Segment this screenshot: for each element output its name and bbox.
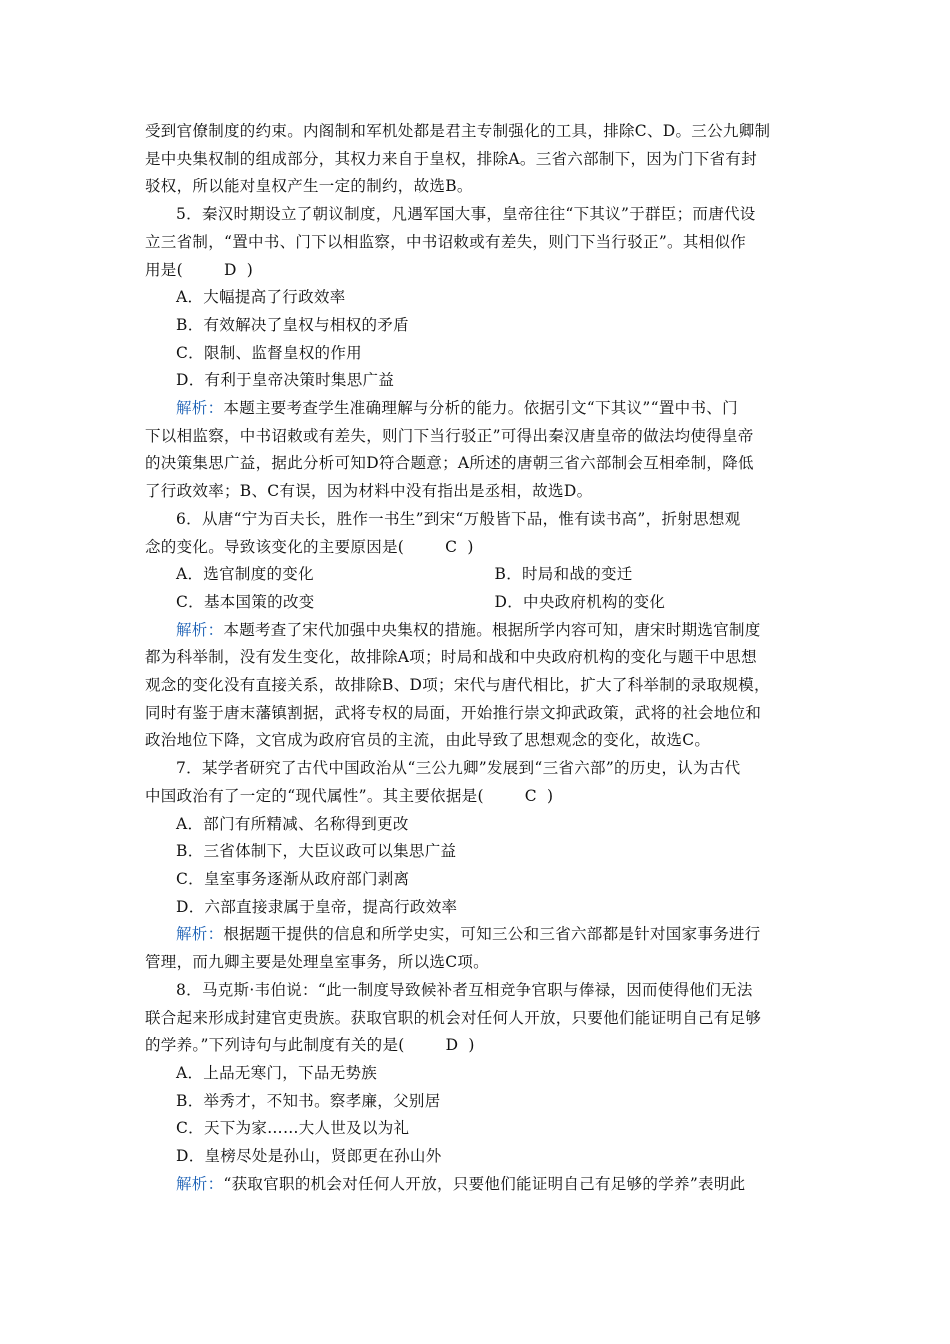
text-line: 立三省制，“置中书、门下以相监察，中书诏敕或有差失，则门下当行驳正”。其相似作: [145, 232, 747, 251]
stem-prefix: 中国政治有了一定的“现代属性”。其主要依据是(: [145, 786, 484, 805]
answer-letter: D: [223, 260, 237, 279]
option-row: [145, 589, 813, 617]
text-line: 的决策集思广益，据此分析可知D符合题意；A所述的唐朝三省六部制会互相牵制，降低: [145, 454, 754, 473]
option-b: B．三省体制下，大臣议政可以集思广益: [176, 842, 457, 861]
analysis-label: 解析：: [176, 620, 224, 639]
analysis-label: 解析：: [176, 925, 224, 944]
text-line: 管理，而九卿主要是处理皇室事务，所以选C项。: [145, 953, 489, 972]
prev-analysis-continuation: [145, 118, 813, 201]
text-line: 联合起来形成封建官吏贵族。获取官职的机会对任何人开放，只要他们能证明自己有足够: [145, 1008, 762, 1027]
option-b: B．有效解决了皇权与相权的矛盾: [176, 315, 409, 334]
question-7: [145, 755, 813, 977]
question-stem: [145, 506, 813, 561]
option-a: A．部门有所精减、名称得到更改: [176, 814, 409, 833]
stem-suffix: ): [246, 260, 254, 279]
text-line: 受到官僚制度的约束。内阁制和军机处都是君主专制强化的工具，排除C、D。三公九卿制: [145, 122, 771, 140]
stem-suffix: ): [546, 786, 554, 805]
question-stem: [145, 977, 813, 1060]
option-c: C．皇室事务逐渐从政府部门剥离: [176, 869, 410, 888]
text-line: 观念的变化没有直接关系，故排除B、D项；宋代与唐代相比，扩大了科举制的录取规模，: [145, 676, 770, 695]
text-line: 下以相监察，中书诏敕或有差失，则门下当行驳正”可得出秦汉唐皇帝的做法均使得皇帝: [145, 426, 754, 445]
option-d: D．皇榜尽处是孙山，贤郎更在孙山外: [176, 1147, 442, 1166]
text-line: 了行政效率；B、C有误，因为材料中没有指出是丞相，故选D。: [145, 482, 593, 501]
option-a: A．大幅提高了行政效率: [176, 288, 346, 307]
option-d: D．中央政府机构的变化: [494, 592, 666, 611]
text-line: 6．从唐“宁为百夫长，胜作一书生”到宋“万般皆下品，惟有读书高”，折射思想观: [176, 509, 741, 528]
answer-letter: D: [445, 1036, 459, 1055]
stem-prefix: 用是(: [145, 260, 183, 279]
option-a: A．选官制度的变化: [176, 565, 314, 584]
option-a: A．上品无寒门，下品无势族: [176, 1063, 378, 1082]
text-line: 本题考查了宋代加强中央集权的措施。根据所学内容可知，唐宋时期选官制度: [223, 620, 761, 639]
option-b: B．时局和战的变迁: [494, 565, 633, 584]
option-d: D．六部直接隶属于皇帝，提高行政效率: [176, 897, 458, 916]
question-8: [145, 977, 813, 1199]
text-line: 都为科举制，没有发生变化，故排除A项；时局和战和中央政府机构的变化与题干中思想: [145, 648, 757, 667]
question-stem: [145, 201, 813, 284]
stem-suffix: ): [467, 537, 474, 556]
text-line: 7．某学者研究了古代中国政治从“三公九卿”发展到“三省六部”的历史，认为古代: [176, 759, 741, 778]
document-page: [145, 118, 813, 1198]
text-line: 驳权，所以能对皇权产生一定的制约，故选B。: [145, 177, 473, 196]
question-stem: [145, 755, 813, 810]
text-line: “获取官职的机会对任何人开放，只要他们能证明自己有足够的学养”表明此: [223, 1174, 746, 1193]
question-6: [145, 506, 813, 755]
stem-prefix: 念的变化。导致该变化的主要原因是(: [145, 537, 405, 556]
text-line: 本题主要考查学生准确理解与分析的能力。依据引文“下其议”“置中书、门: [223, 399, 738, 418]
question-5: [145, 201, 813, 506]
analysis: [145, 921, 813, 976]
analysis: [145, 395, 813, 506]
answer-letter: C: [524, 786, 537, 805]
option-b: B．举秀才，不知书。察孝廉，父别居: [176, 1091, 441, 1110]
text-line: 是中央集权制的组成部分，其权力来自于皇权，排除A。三省六部制下，因为门下省有封: [145, 149, 757, 168]
analysis: [145, 1171, 813, 1199]
text-line: 同时有鉴于唐末藩镇割据，武将专权的局面，开始推行崇文抑武政策，武将的社会地位和: [145, 703, 762, 722]
option-c: C．限制、监督皇权的作用: [176, 343, 362, 362]
option-c: C．基本国策的改变: [176, 592, 315, 611]
text-line: 5．秦汉时期设立了朝议制度，凡遇军国大事，皇帝往往“下其议”于群臣；而唐代设: [176, 205, 756, 224]
text-line: 政治地位下降，文官成为政府官员的主流，由此导致了思想观念的变化，故选C。: [145, 731, 711, 750]
stem-suffix: ): [468, 1036, 475, 1055]
text-line: 8．马克斯·韦伯说：“此一制度导致候补者互相竞争官职与俸禄，因而使得他们无法: [176, 980, 753, 999]
analysis: [145, 617, 813, 756]
stem-prefix: 的学养。”下列诗句与此制度有关的是(: [145, 1036, 405, 1055]
option-c: C．天下为家……大人世及以为礼: [176, 1119, 410, 1138]
analysis-label: 解析：: [176, 1174, 224, 1193]
analysis-label: 解析：: [176, 399, 224, 418]
option-d: D．有利于皇帝决策时集思广益: [176, 371, 395, 390]
option-row: [145, 561, 813, 589]
text-line: 根据题干提供的信息和所学史实，可知三公和三省六部都是针对国家事务进行: [223, 925, 761, 944]
answer-letter: C: [445, 537, 458, 556]
